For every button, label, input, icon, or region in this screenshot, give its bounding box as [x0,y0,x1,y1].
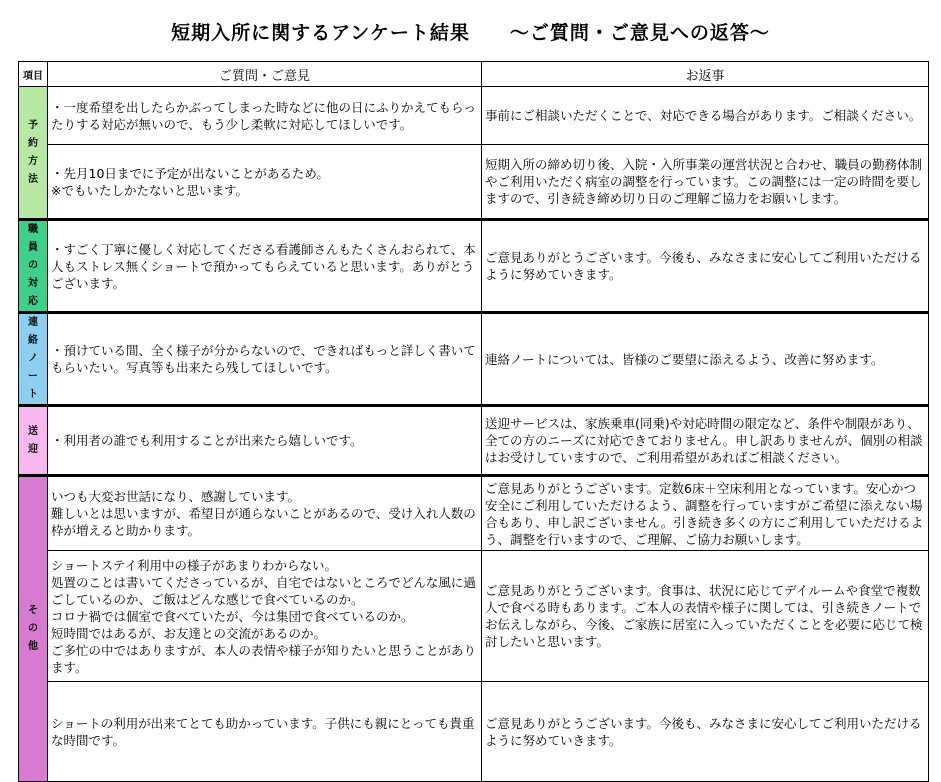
table-row [19,406,929,476]
page-title: 短期入所に関するアンケート結果 ～ご質問・ご意見への返答～ [171,22,770,44]
header-question: ご質問・ご意見 [48,62,482,87]
answer-cell: ご意見ありがとうございます。今後も、みなさまに安心してご利用いただけるように努めていきます。 [482,220,929,313]
category-label: そ の 他 [28,605,38,652]
category-cell-other [19,476,48,782]
question-cell: ショートステイ利用中の様子があまりわからない。 処置のことは書いてくださっているが、自宅ではないところでどんな風に過ごしているのか、ご飯はどんな感じで食べているのか。 コロナ禍では個室で食べていたが、今は集団で食べているのか。 短時間ではあるが、お友達との交流があるのか。 ご多忙の中ではありますが、本人の表情や様子が知りたいと思うことがあります。 [48,551,482,682]
table-row [19,476,929,551]
category-cell-staff [19,220,48,313]
category-label: 連 絡 ノ ー ト [28,317,38,400]
category-label: 職 員 の 対 応 [28,224,38,307]
question-cell: ・一度希望を出したらかぶってしまった時などに他の日にふりかえてもらったりする対応が無いので、もう少し柔軟に対応してほしいです。 [48,87,482,145]
header-answer: お返事 [482,62,929,87]
category-label: 予 約 方 法 [28,119,38,185]
answer-cell: 短期入所の締め切り後、入院・入所事業の運営状況と合わせ、職員の勤務体制やご利用いただく病室の調整を行っています。この調整には一定の時間を要しますので、引き続き締め切り日のご理解ご協力をお願いします。 [482,145,929,220]
survey-table [18,61,929,782]
table-row [19,682,929,782]
table-row [19,313,929,406]
answer-cell: 事前にご相談いただくことで、対応できる場合があります。ご相談ください。 [482,87,929,145]
table-row [19,551,929,682]
answer-cell: ご意見ありがとうございます。今後も、みなさまに安心してご利用いただけるように努めていきます。 [482,682,929,782]
category-cell-reservation [19,87,48,220]
question-cell: ショートの利用が出来てとても助かっています。子供にも親にとっても貴重な時間です。 [48,682,482,782]
answer-cell: 送迎サービスは、家族乗車(同乗)や対応時間の限定など、条件や制限があり、全ての方のニーズに対応できておりません。申し訳ありませんが、個別の相談はお受けしていますので、ご利用希望があればご相談ください。 [482,406,929,476]
table-row [19,145,929,220]
answer-cell: ご意見ありがとうございます。食事は、状況に応じてデイルームや食堂で複数人で食べる時もあります。ご本人の表情や様子に関しては、引き続きノートでお伝えしながら、今後、ご家族に居室に入っていただくことを必要に応じて検討したいと思います。 [482,551,929,682]
header-category: 項目 [19,62,48,87]
question-cell: ・預けている間、全く様子が分からないので、できればもっと詳しく書いてもらいたい。写真等も出来たら残してほしいです。 [48,313,482,406]
question-cell: いつも大変お世話になり、感謝しています。 難しいとは思いますが、希望日が通らないことがあるので、受け入れ人数の枠が増えると助かります。 [48,476,482,551]
question-cell: ・先月10日までに予定が出ないことがあるため。 ※でもいたしかたないと思います。 [48,145,482,220]
question-cell: ・利用者の誰でも利用することが出来たら嬉しいです。 [48,406,482,476]
header-row [19,62,929,87]
answer-cell: 連絡ノートについては、皆様のご要望に添えるよう、改善に努めます。 [482,313,929,406]
category-cell-transport [19,406,48,476]
table-row [19,87,929,145]
category-cell-notebook [19,313,48,406]
category-label: 送 迎 [28,425,38,455]
table-row [19,220,929,313]
answer-cell: ご意見ありがとうございます。定数6床＋空床利用となっています。安心かつ安全にご利用していただけるよう、調整を行っていますがご希望に添えない場合もあり、申し訳ございません。引き続き多くの方にご利用していただけるよう、調整を行いますので、ご理解、ご協力お願いします。 [482,476,929,551]
question-cell: ・すごく丁寧に優しく対応してくださる看護師さんもたくさんおられて、本人もストレス無くショートで預かってもらえていると思います。ありがとうございます。 [48,220,482,313]
